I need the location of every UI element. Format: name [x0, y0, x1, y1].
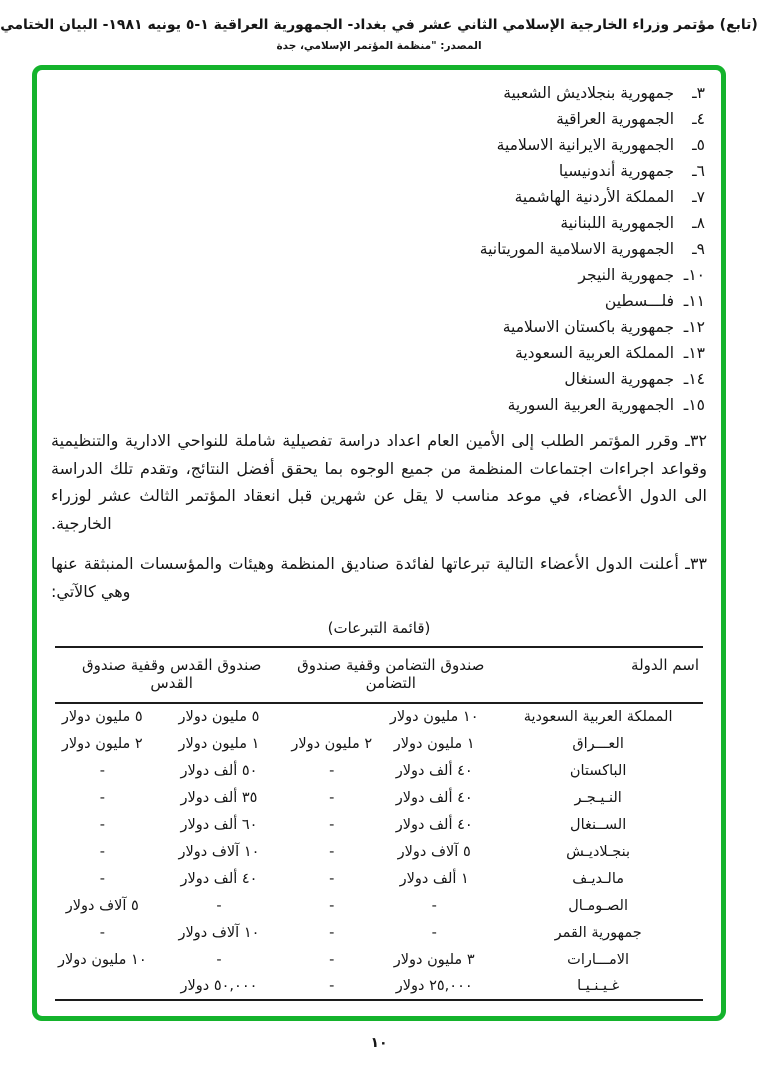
- cell-quds-waqf: -: [99, 816, 105, 833]
- cell-solidarity: ٢٥,٠٠٠ دولار: [395, 978, 473, 994]
- member-item-name: الجمهورية الايرانية الاسلامية: [496, 136, 679, 154]
- cell-quds: ٦٠ ألف دولار: [180, 816, 258, 833]
- cell-solidarity-waqf: -: [329, 897, 335, 914]
- table-row: [55, 946, 703, 973]
- cell-country: الباكستان: [569, 762, 627, 779]
- paragraph-33: ٣٣ـ أعلنت الدول الأعضاء التالية تبرعاتها لفائدة صناديق المنظمة وهيئات والمؤسسات المنبثقة عنها وهي كالآتي:: [51, 554, 707, 601]
- source-line: المصدر: "منظمة المؤتمر الإسلامي، جدة: [276, 40, 482, 52]
- table-row: [55, 757, 703, 784]
- member-list-item: [49, 392, 705, 418]
- paragraph-32: ٣٢ـ وقرر المؤتمر الطلب إلى الأمين العام اعداد دراسة تفصيلية شاملة للنواحي الادارية والتنظيمية وقواعد اجراءات اجتماعات المنظمة من جميع الوجوه بما يحقق أفضل النتائج، وتقدم تلك الدراسة الى الدول الأعضاء، في موعد مناسب لا يقل عن شهرين قبل انعقاد المؤتمر الثالث عشر لوزراء الخارجية.: [51, 431, 707, 533]
- cell-quds-waqf: ٥ آلاف دولار: [65, 897, 139, 914]
- member-list-item: [49, 158, 705, 184]
- member-list-item: [49, 210, 705, 236]
- cell-country: مالـديـف: [572, 870, 625, 887]
- cell-solidarity-waqf: -: [329, 951, 335, 968]
- cell-quds-waqf: -: [99, 924, 105, 941]
- cell-solidarity-waqf: -: [329, 789, 335, 806]
- donations-table: [55, 646, 703, 1001]
- cell-country: غـيـنـيـا: [577, 978, 620, 994]
- cell-quds: ١٠ آلاف دولار: [178, 924, 260, 941]
- cell-solidarity-waqf: -: [329, 978, 335, 994]
- table-row: [55, 703, 703, 730]
- cell-quds-waqf: -: [99, 843, 105, 860]
- cell-solidarity: ٥ آلاف دولار: [397, 843, 471, 860]
- cell-quds-waqf: -: [99, 789, 105, 806]
- table-caption: (قائمة التبرعات): [327, 619, 431, 637]
- member-item-name: جمهورية بنجلاديش الشعبية: [503, 84, 679, 102]
- cell-quds: ١٠ آلاف دولار: [178, 843, 260, 860]
- member-list-item: [49, 340, 705, 366]
- cell-quds: ٥ مليون دولار: [178, 709, 260, 725]
- member-item-name: الجمهورية اللبنانية: [560, 214, 679, 232]
- member-list-item: [49, 236, 705, 262]
- cell-quds-waqf: -: [99, 762, 105, 779]
- table-row: [55, 784, 703, 811]
- member-item-number: ٧ـ: [692, 188, 705, 206]
- member-item-number: ٩ـ: [692, 240, 705, 258]
- table-row: [55, 973, 703, 1000]
- member-list-item: [49, 132, 705, 158]
- cell-quds-waqf: ١٠ مليون دولار: [58, 951, 147, 968]
- member-item-name: الجمهورية العراقية: [556, 110, 679, 128]
- cell-solidarity: ٤٠ ألف دولار: [395, 762, 473, 779]
- cell-solidarity-waqf: [288, 703, 375, 730]
- cell-solidarity: ١ ألف دولار: [399, 870, 469, 887]
- donations-table-header: [55, 647, 703, 703]
- member-item-name: الجمهورية الاسلامية الموريتانية: [479, 240, 679, 258]
- cell-quds: ٥٠ ألف دولار: [180, 762, 258, 779]
- member-item-name: المملكة العربية السعودية: [515, 344, 679, 362]
- cell-quds-waqf: -: [99, 870, 105, 887]
- table-row: [55, 865, 703, 892]
- cell-country: العـــراق: [572, 735, 624, 752]
- cell-country: الامـــارات: [567, 951, 630, 968]
- member-item-number: ١٠ـ: [683, 266, 705, 284]
- member-item-number: ١٢ـ: [683, 318, 705, 336]
- member-list-item: [49, 106, 705, 132]
- table-row: [55, 811, 703, 838]
- document-title: (تابع) مؤتمر وزراء الخارجية الإسلامي الثاني عشر في بغداد- الجمهورية العراقية ١-٥ يونيه ١٩٨١- البيان الختامي: [0, 17, 758, 33]
- cell-quds: -: [216, 897, 222, 914]
- member-list-item: [49, 80, 705, 106]
- member-list-item: [49, 366, 705, 392]
- member-item-name: جمهورية النيجر: [578, 266, 679, 284]
- cell-quds-waqf: ٥ مليون دولار: [61, 709, 143, 725]
- cell-solidarity: ٤٠ ألف دولار: [395, 816, 473, 833]
- cell-quds: -: [216, 951, 222, 968]
- column-header-country: اسم الدولة: [493, 647, 703, 703]
- member-list-item: [49, 314, 705, 340]
- member-item-name: المملكة الأردنية الهاشمية: [514, 188, 679, 206]
- donations-table-body: [55, 703, 703, 1000]
- cell-quds: ٥٠,٠٠٠ دولار: [180, 978, 258, 994]
- cell-solidarity: -: [431, 897, 437, 914]
- content-box: [32, 65, 726, 1021]
- cell-solidarity-waqf: -: [329, 762, 335, 779]
- cell-solidarity-waqf: ٢ مليون دولار: [291, 735, 373, 752]
- cell-country: الصـومـال: [568, 897, 628, 914]
- member-list: [49, 78, 709, 418]
- member-item-number: ١٤ـ: [683, 370, 705, 388]
- cell-solidarity: ١٠ مليون دولار: [389, 709, 479, 725]
- member-item-number: ٤ـ: [692, 110, 705, 128]
- cell-country: جمهورية القمر: [554, 924, 642, 941]
- cell-country: المملكة العربية السعودية: [523, 709, 673, 725]
- cell-country: النـيـجـر: [574, 789, 622, 806]
- member-item-number: ١٣ـ: [683, 344, 705, 362]
- cell-solidarity-waqf: -: [329, 816, 335, 833]
- member-list-item: [49, 184, 705, 210]
- member-item-name: جمهورية باكستان الاسلامية: [502, 318, 679, 336]
- table-row: [55, 730, 703, 757]
- cell-country: بنجـلاديـش: [566, 843, 631, 860]
- cell-quds-waqf: [55, 973, 150, 1000]
- cell-solidarity: -: [431, 924, 437, 941]
- member-item-number: ٨ـ: [692, 214, 705, 232]
- member-list-item: [49, 262, 705, 288]
- cell-quds: ١ مليون دولار: [178, 735, 260, 752]
- cell-solidarity-waqf: -: [329, 870, 335, 887]
- member-item-name: جمهورية السنغال: [564, 370, 679, 388]
- cell-solidarity-waqf: -: [329, 924, 335, 941]
- page-header: [0, 0, 758, 52]
- table-row: [55, 892, 703, 919]
- member-item-number: ٥ـ: [692, 136, 705, 154]
- cell-solidarity-waqf: -: [329, 843, 335, 860]
- member-item-name: الجمهورية العربية السورية: [507, 396, 679, 414]
- cell-quds: ٣٥ ألف دولار: [180, 789, 258, 806]
- cell-quds: ٤٠ ألف دولار: [180, 870, 258, 887]
- cell-quds-waqf: ٢ مليون دولار: [61, 735, 143, 752]
- column-header-quds-fund: صندوق القدس وقفية صندوق القدس: [55, 647, 288, 703]
- page-number: ١٠: [370, 1035, 388, 1051]
- member-item-name: جمهورية أندونيسيا: [558, 162, 679, 180]
- member-item-name: فلـــسطين: [604, 292, 679, 310]
- member-item-number: ١٥ـ: [683, 396, 705, 414]
- table-row: [55, 838, 703, 865]
- cell-solidarity: ٣ مليون دولار: [393, 951, 475, 968]
- column-header-solidarity-fund: صندوق التضامن وقفية صندوق التضامن: [288, 647, 493, 703]
- table-row: [55, 919, 703, 946]
- cell-solidarity: ١ مليون دولار: [393, 735, 475, 752]
- member-list-item: [49, 288, 705, 314]
- member-item-number: ٦ـ: [692, 162, 705, 180]
- cell-country: الســنغال: [570, 816, 627, 833]
- member-item-number: ١١ـ: [683, 292, 705, 310]
- member-item-number: ٣ـ: [692, 84, 705, 102]
- cell-solidarity: ٤٠ ألف دولار: [395, 789, 473, 806]
